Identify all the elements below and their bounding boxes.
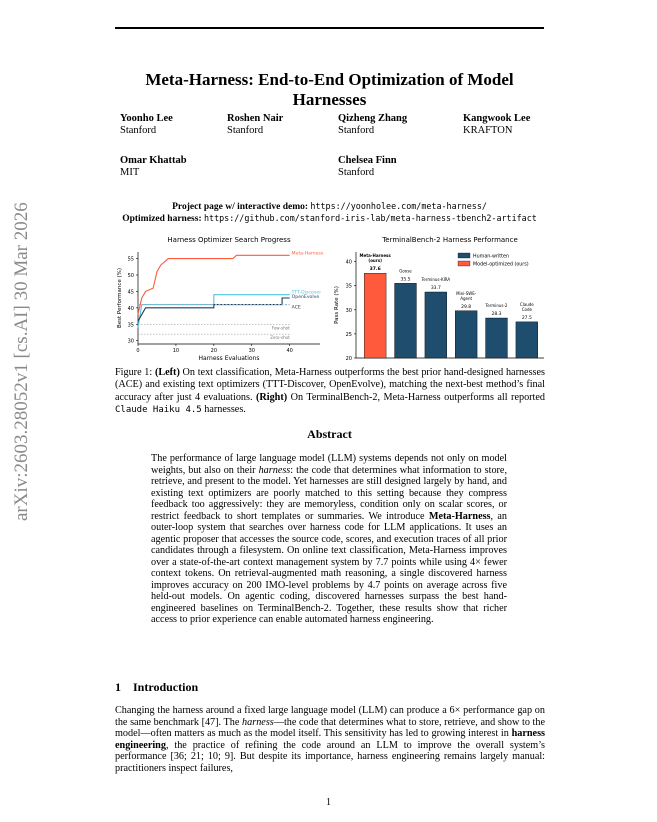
- bar-category-label: Mini-SWE-: [456, 290, 477, 296]
- series-label: TTT-Discover: [291, 290, 322, 296]
- author-affiliation: MIT: [120, 167, 140, 178]
- x-axis-label: Harness Evaluations: [198, 355, 260, 362]
- y-tick-label: 40: [127, 305, 134, 312]
- bar: [425, 292, 447, 358]
- project-links: Project page w/ interactive demo: https://yoonholee.com/meta-harness/ Optimized harness: https://github.com/stanford-iris-lab/meta-harness-tbench2-artifact: [122, 201, 537, 224]
- x-tick-label: 20: [210, 348, 218, 354]
- x-tick-label: 10: [172, 348, 180, 354]
- y-tick-label: 45: [127, 289, 134, 296]
- y-axis-label: Best Performance (%): [117, 267, 123, 329]
- author-block: [338, 155, 397, 179]
- bar: [486, 318, 508, 358]
- y-tick-label: 25: [345, 331, 352, 338]
- y-tick-label: 35: [127, 322, 134, 329]
- bar-category-label: Terminus-2: [485, 303, 508, 309]
- y-tick-label: 20: [345, 356, 352, 362]
- legend-swatch: [458, 261, 470, 266]
- bar-category-label: Terminus-KIRA: [421, 276, 451, 282]
- abstract-meta-harness: Meta-Harness: [428, 510, 491, 522]
- author-block: [120, 113, 173, 137]
- section-title: Introduction: [133, 680, 199, 694]
- top-rule: [115, 27, 544, 29]
- optimized-label: Optimized harness: [122, 214, 199, 224]
- x-tick-label: 30: [248, 348, 255, 354]
- bar-value-label: 37.6: [369, 267, 381, 273]
- chart-title: Harness Optimizer Search Progress: [167, 236, 291, 244]
- series-label: Meta-Harness: [291, 251, 324, 257]
- author-name: Omar Khattab: [120, 155, 187, 166]
- y-tick-label: 55: [127, 256, 134, 263]
- bar-value-label: 29.8: [461, 304, 472, 310]
- y-tick-label: 50: [127, 273, 134, 279]
- author-name: Kangwook Lee: [463, 113, 531, 124]
- arxiv-stamp: arXiv:2603.28052v1 [cs.AI] 30 Mar 2026: [11, 202, 32, 521]
- abstract-text: The performance of large language model (LLM) systems depends not only on model weights, but also on their: [151, 453, 507, 476]
- caption-text-2: On TerminalBench-2, Meta-Harness outperforms all reported: [287, 391, 545, 403]
- caption-text-1: On text classification, Meta-Harness outperforms the best prior hand-designed harnesses (ACE) and existing text optimizers (TTT-Discover, OpenEvolve), matching the next-best method’s final accuracy after just 4 evaluations.: [115, 367, 545, 403]
- series-label: OpenEvolve: [291, 295, 320, 300]
- intro-body: [115, 705, 545, 774]
- figure-caption: [115, 367, 545, 416]
- author-name: Qizheng Zhang: [338, 113, 408, 124]
- legend-label: Human-written: [473, 254, 510, 260]
- caption-model-name: Claude Haiku 4.5: [115, 404, 202, 415]
- search-progress-chart: [112, 232, 330, 366]
- y-axis-label: Pass Rate (%): [334, 286, 340, 324]
- bar: [395, 283, 417, 358]
- bar-value-label: 33.7: [430, 285, 441, 291]
- intro-text: —the code that determines what to store, retrieve, and show to the model—often matters as much as the model itself. This sensitivity has led to growing interest in: [115, 716, 546, 739]
- bar-category-label: Code: [521, 306, 532, 312]
- project-label: Project page w/ interactive demo: [172, 202, 305, 212]
- chart-title: TerminalBench-2 Harness Performance: [382, 236, 518, 244]
- caption-left: (Left): [154, 367, 180, 378]
- page-number: 1: [326, 797, 331, 808]
- intro-bold-term: harness engineering: [115, 728, 545, 751]
- reference-label: Few-shot: [271, 325, 290, 331]
- caption-text-3: harnesses.: [201, 403, 246, 415]
- abstract-heading: Abstract: [307, 427, 352, 441]
- intro-text: , the practice of refining the code around an LLM to improve the overall system’s performance [36; 21; 10; 9]. But despite its importance, harness engineering remains largely manual: practitioners inspect failures,: [115, 739, 545, 774]
- bar-category-label: Meta-Harness: [359, 253, 391, 259]
- paper-title: Meta-Harness: End-to-End Optimization of Model Harnesses: [145, 70, 514, 109]
- abstract-text: : the code that determines what information to store, retrieve, and present to the model. Yet harnesses are still designed largely by hand, and existing text optimizers are poorly matched to this setting because they compress feedback too aggressively: they are memoryless, condition only on scalar scores, or restrict feedback to short templates or summaries. We introduce: [151, 464, 508, 522]
- author-block: [120, 155, 187, 179]
- series-line: [138, 295, 290, 331]
- section-heading: [115, 680, 210, 695]
- author-affiliation: KRAFTON: [463, 125, 513, 136]
- intro-harness-word: harness: [242, 716, 274, 728]
- author-affiliation: Stanford: [120, 125, 157, 136]
- y-tick-label: 30: [127, 338, 134, 345]
- bar: [455, 311, 477, 358]
- x-tick-label: 0: [136, 348, 140, 354]
- author-name: Yoonho Lee: [120, 113, 173, 124]
- figure-1: [112, 232, 548, 366]
- author-name: Chelsea Finn: [338, 155, 397, 166]
- section-number: 1: [115, 680, 121, 694]
- optimized-harness-link[interactable]: https://github.com/stanford-iris-lab/meta-harness-tbench2-artifact: [204, 213, 537, 223]
- x-tick-label: 40: [286, 348, 293, 354]
- terminalbench-bar-chart: [330, 232, 548, 366]
- bar-value-label: 28.3: [491, 312, 502, 318]
- author-affiliation: Stanford: [338, 125, 375, 136]
- author-affiliation: Stanford: [227, 125, 264, 136]
- series-label: ACE: [291, 305, 301, 311]
- abstract-text: , an outer-loop system that searches over harness code for LLM applications. It uses an agentic proposer that accesses the source code, scores, and execution traces of all prior candidates through a filesystem. On online text classification, Meta-Harness improves over a state-of-the-art context management system by 7.7 points while using 4× fewer context tokens. On retrieval-augmented math reasoning, a single discovered harness improves accuracy on 200 IMO-level problems by 4.7 points on average across five held-out models. On agentic coding, discovered harnesses surpass the best hand-engineered baselines on TerminalBench-2. Together, these results show that richer access to prior experience can enable automated harness engineering.: [151, 510, 507, 625]
- author-affiliation: Stanford: [338, 167, 375, 178]
- bar-category-label: Goose: [399, 268, 412, 274]
- y-tick-label: 35: [345, 283, 352, 290]
- reference-label: Zero-shot: [270, 335, 290, 341]
- author-block: [463, 113, 530, 137]
- bar-category-label: Agent: [460, 295, 473, 301]
- y-tick-label: 40: [345, 259, 352, 266]
- caption-label: Figure 1:: [115, 367, 153, 378]
- legend-swatch: [458, 253, 470, 258]
- intro-text: Changing the harness around a fixed large language model (LLM) can produce a 6× performance gap on the same benchmark [47]. The: [115, 705, 545, 728]
- bar-value-label: 35.5: [400, 277, 411, 283]
- author-name: Roshen Nair: [227, 113, 284, 124]
- abstract-body: [151, 453, 507, 626]
- bar: [364, 273, 386, 358]
- bar-category-label: (ours): [368, 258, 382, 264]
- y-tick-label: 30: [345, 307, 352, 314]
- project-link[interactable]: https://yoonholee.com/meta-harness/: [310, 201, 487, 211]
- author-block: [227, 113, 283, 137]
- abstract-harness-word: harness: [258, 464, 291, 476]
- bar-category-label: Claude: [519, 301, 534, 307]
- caption-right: (Right): [256, 391, 288, 403]
- legend-label: Model-optimized (ours): [473, 262, 529, 268]
- bar-value-label: 27.5: [521, 315, 532, 321]
- bar: [516, 322, 538, 358]
- author-block: [338, 113, 407, 137]
